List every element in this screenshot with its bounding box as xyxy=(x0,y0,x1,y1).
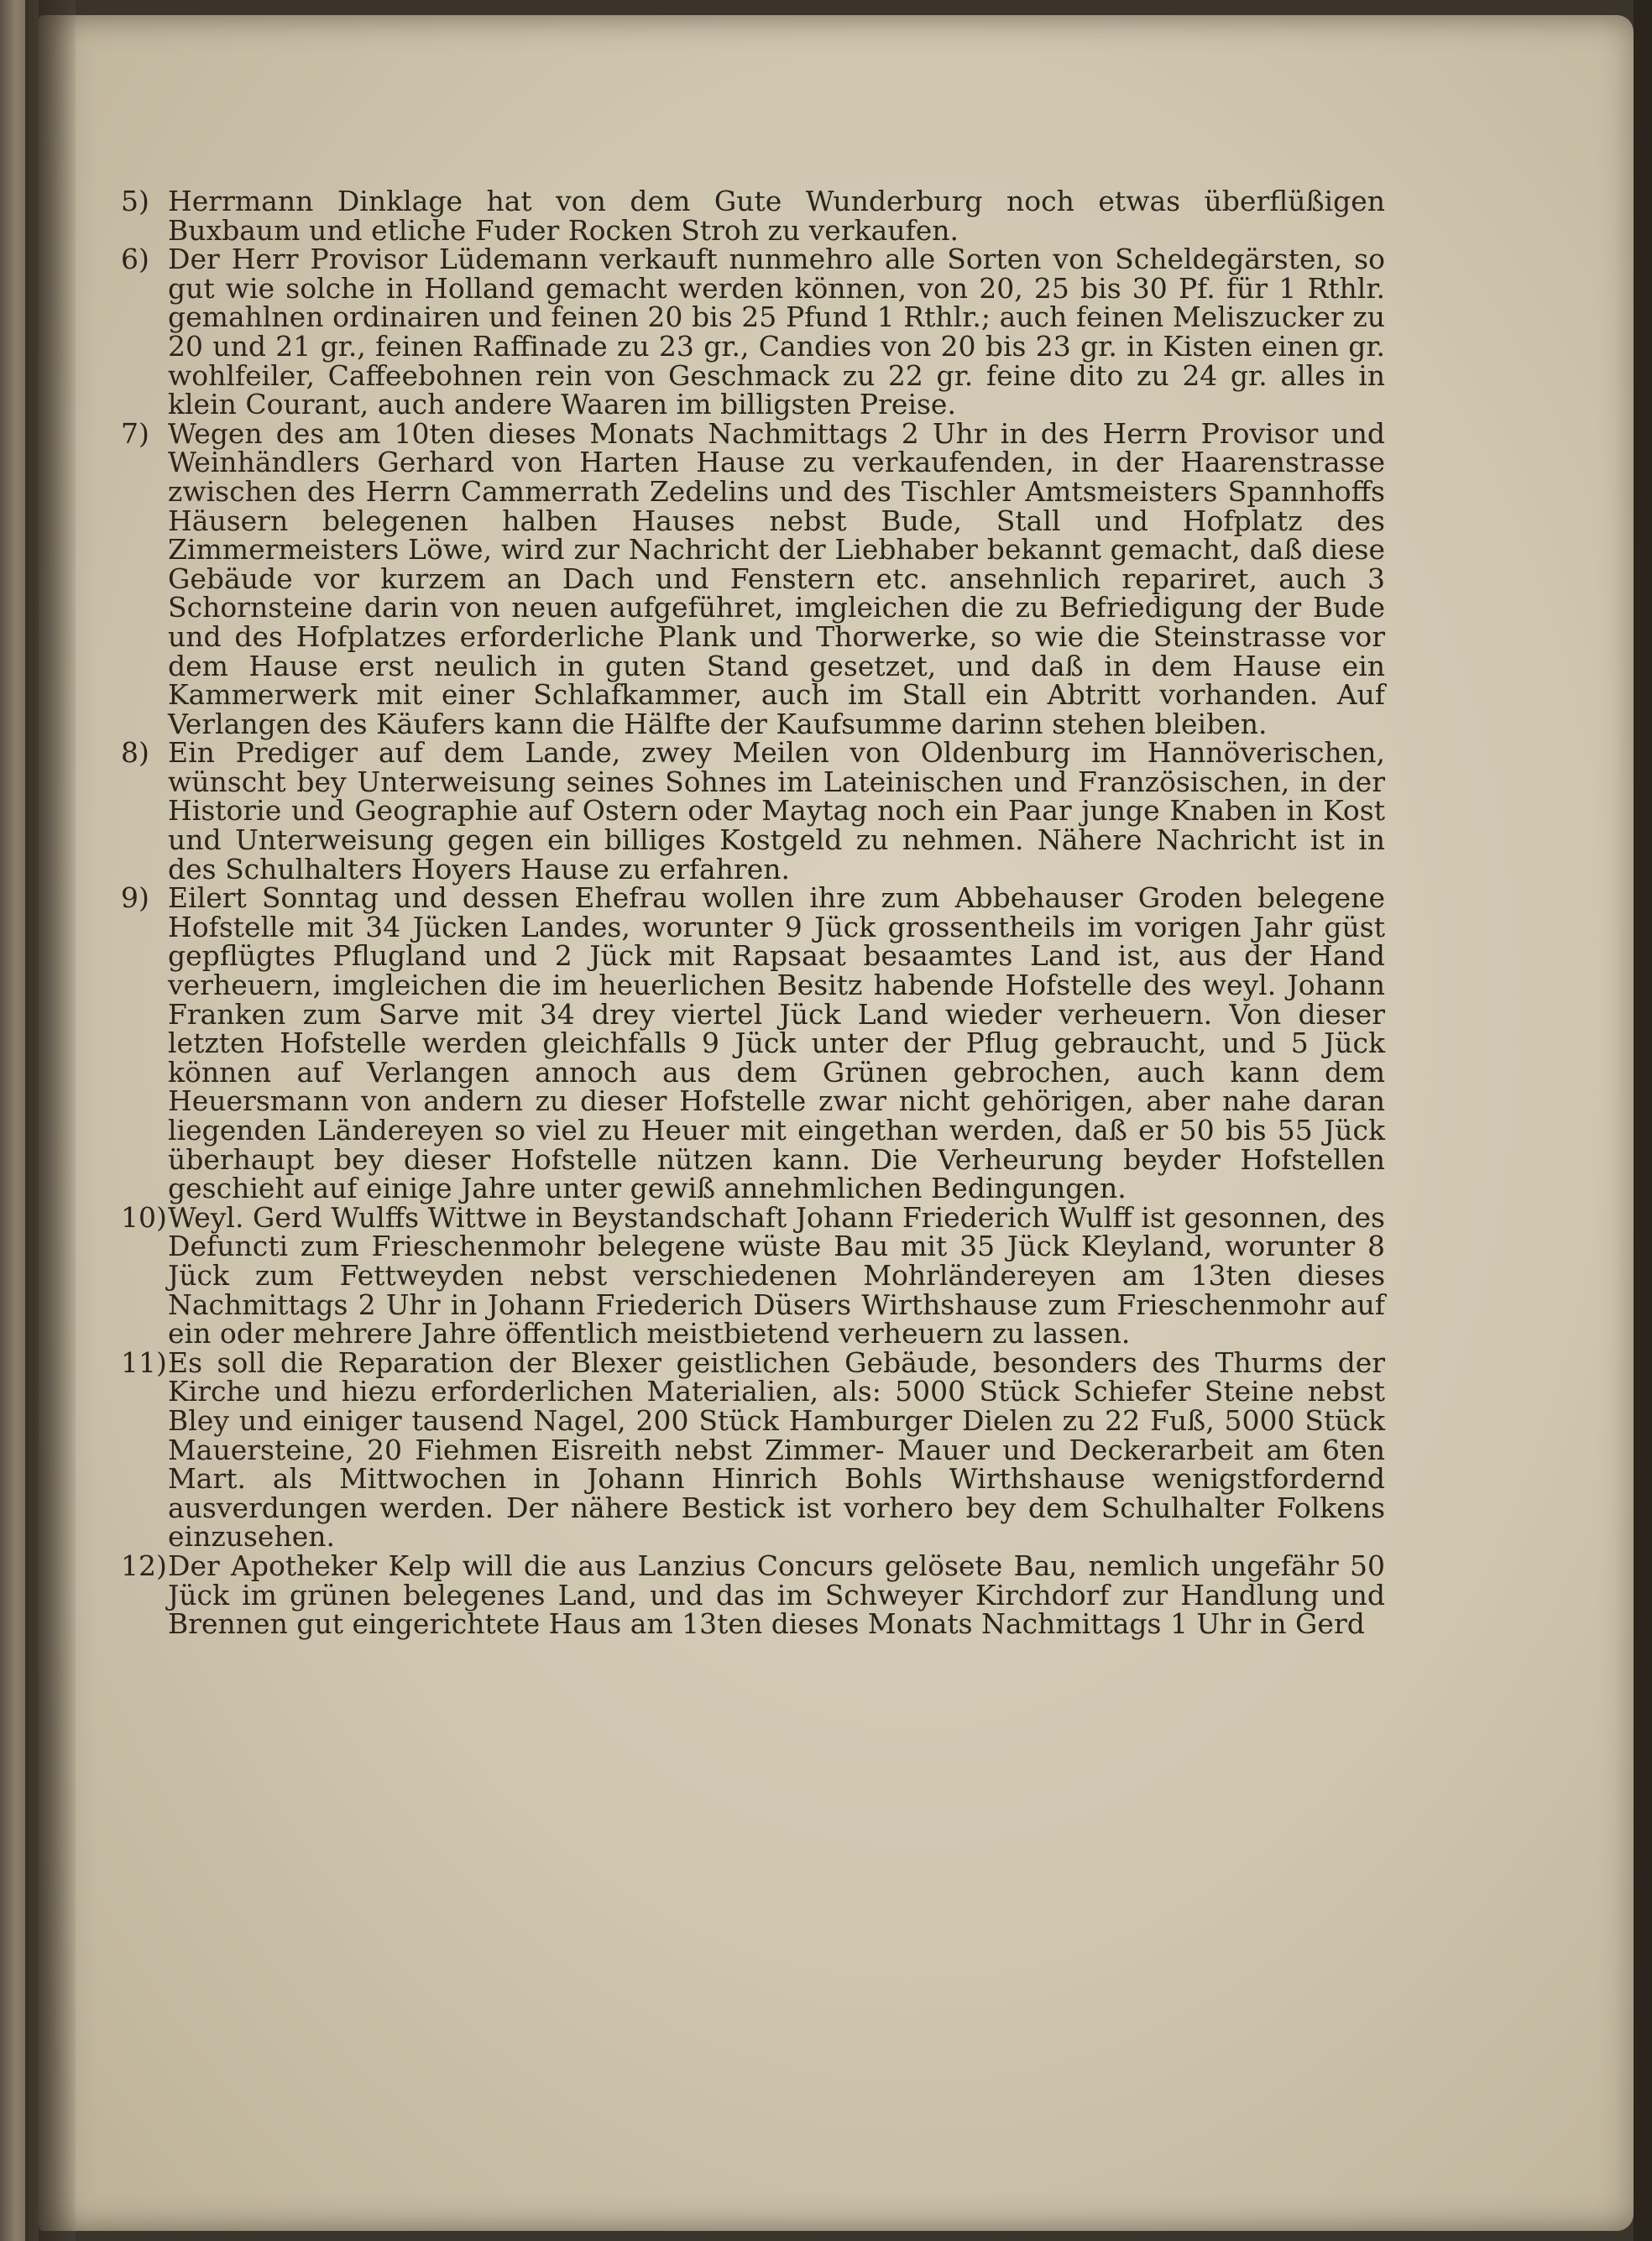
entry-7 xyxy=(121,416,1385,740)
entry-number: 9) xyxy=(121,881,149,915)
entry-number: 5) xyxy=(121,185,149,217)
entry-number: 12) xyxy=(121,1549,167,1582)
entry-9 xyxy=(121,881,1385,1205)
entry-11 xyxy=(121,1345,1385,1554)
text-column xyxy=(121,185,1385,1641)
entry-text: Wegen des am 10ten dieses Monats Nachmittags 2 Uhr in des Herrn Provisor und Weinhändlers Gerhard von Harten Hause zu verkaufenden, in der Haarenstrasse zwischen des Herrn Cammerrath Zedelins und des Tischler Amtsmeisters Spannhoffs Häusern belegenen halben Hauses nebst Bude, Stall und Hofplatz des Zimmermeisters Löwe, wird zur Nachricht der Liebhaber bekannt gemacht, daß diese Gebäude vor kurzem an Dach und Fenstern etc. ansehnlich repariret, auch 3 Schornsteine darin von neuen aufgeführet, imgleichen die zu Befriedigung der Bude und des Hofplatzes erforderliche Plank und Thorwerke, so wie die Steinstrasse vor dem Hause erst neulich in guten Stand gesetzet, und daß in dem Hause ein Kammerwerk mit einer Schlafkammer, auch im Stall ein Abtritt vorhanden. Auf Verlangen des Käufers kann die Hälfte der Kaufsumme darinn stehen bleiben. xyxy=(168,416,1385,740)
entry-12 xyxy=(121,1549,1385,1641)
entry-number: 6) xyxy=(121,243,149,276)
entry-number: 8) xyxy=(121,736,149,770)
entry-number: 7) xyxy=(121,416,149,450)
entry-text: Herrmann Dinklage hat von dem Gute Wunderburg noch etwas überflüßigen Buxbaum und etliche Fuder Rocken Stroh zu verkaufen. xyxy=(168,185,1385,247)
document-page xyxy=(39,15,1634,2231)
entry-text: Es soll die Reparation der Blexer geistlichen Gebäude, besonders des Thurms der Kirche und hiezu erforderlichen Materialien, als: 5000 Stück Schiefer Steine nebst Bley und einiger tausend Nagel, 200 Stück Hamburger Dielen zu 22 Fuß, 5000 Stück Mauersteine, 20 Fiehmen Eisreith nebst Zimmer- Mauer und Deckerarbeit am 6ten Mart. als Mittwochen in Johann Hinrich Bohls Wirthshause wenigstfordernd ausverdungen werden. Der nähere Bestick ist vorhero bey dem Schulhalter Folkens einzusehen. xyxy=(168,1345,1385,1554)
entry-text: Weyl. Gerd Wulffs Wittwe in Beystandschaft Johann Friederich Wulff ist gesonnen, des Defuncti zum Frieschenmohr belegene wüste Bau mit 35 Jück Kleyland, worunter 8 Jück zum Fettweyden nebst verschiedenen Mohrländereyen am 13ten dieses Nachmittags 2 Uhr in Johann Friederich Düsers Wirthshause zum Frieschenmohr auf ein oder mehrere Jahre öffentlich meistbietend verheuern zu lassen. xyxy=(168,1200,1385,1350)
entry-text: Der Apotheker Kelp will die aus Lanzius Concurs gelösete Bau, nemlich ungefähr 50 Jück im grünen belegenes Land, und das im Schweyer Kirchdorf zur Handlung und Brennen gut eingerichtete Haus am 13ten dieses Monats Nachmittags 1 Uhr in Gerd xyxy=(168,1549,1385,1641)
entry-10 xyxy=(121,1200,1385,1350)
entry-8 xyxy=(121,736,1385,885)
entry-number: 10) xyxy=(121,1200,167,1234)
binding-gutter xyxy=(25,0,76,2241)
entry-text: Ein Prediger auf dem Lande, zwey Meilen von Oldenburg im Hannöverischen, wünscht bey Unterweisung seines Sohnes im Lateinischen und Französischen, in der Historie und Geographie auf Ostern oder Maytag noch ein Paar junge Knaben in Kost und Unterweisung gegen ein billiges Kostgeld zu nehmen. Nähere Nachricht ist in des Schulhalters Hoyers Hause zu erfahren. xyxy=(168,736,1385,885)
entry-text: Eilert Sonntag und dessen Ehefrau wollen ihre zum Abbehauser Groden belegene Hofstelle mit 34 Jücken Landes, worunter 9 Jück grossentheils im vorigen Jahr güst gepflügtes Pflugland und 2 Jück mit Rapsaat besaamtes Land ist, aus der Hand verheuern, imgleichen die im heuerlichen Besitz habende Hofstelle des weyl. Johann Franken zum Sarve mit 34 drey viertel Jück Land wieder verheuern. Von dieser letzten Hofstelle werden gleichfalls 9 Jück unter der Pflug gebraucht, und 5 Jück können auf Verlangen annoch aus dem Grünen gebrochen, auch kann dem Heuersmann von andern zu dieser Hofstelle zwar nicht gehörigen, aber nahe daran liegenden Ländereyen so viel zu Heuer mit eingethan werden, daß er 50 bis 55 Jück überhaupt bey dieser Hofstelle nützen kann. Die Verheurung beyder Hofstellen geschieht auf einige Jahre unter gewiß annehmlichen Bedingungen. xyxy=(168,881,1385,1205)
entry-6 xyxy=(121,243,1385,421)
entry-5 xyxy=(121,185,1385,247)
entry-text: Der Herr Provisor Lüdemann verkauft nunmehro alle Sorten von Scheldegärsten, so gut wie solche in Holland gemacht werden können, von 20, 25 bis 30 Pf. für 1 Rthlr. gemahlnen ordinairen und feinen 20 bis 25 Pfund 1 Rthlr.; auch feinen Meliszucker zu 20 und 21 gr., feinen Raffinade zu 23 gr., Candies von 20 bis 23 gr. in Kisten einen gr. wohlfeiler, Caffeebohnen rein von Geschmack zu 22 gr. feine dito zu 24 gr. alles in klein Courant, auch andere Waaren im billigsten Preise. xyxy=(168,243,1385,421)
entry-number: 11) xyxy=(121,1345,167,1379)
right-page-edge xyxy=(1634,0,1652,2241)
